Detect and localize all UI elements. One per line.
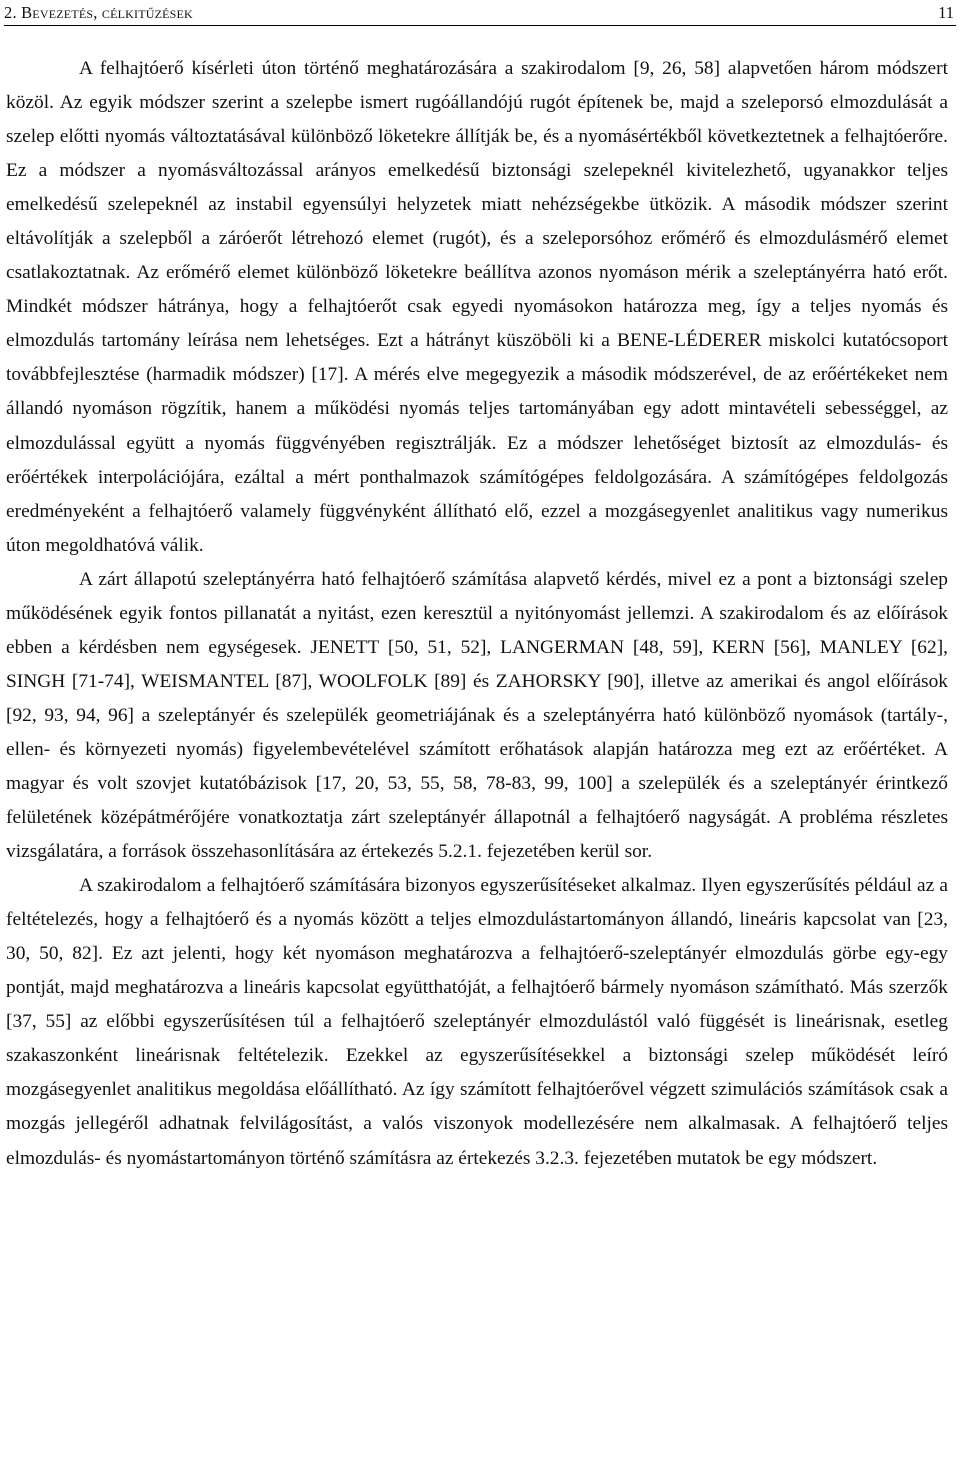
paragraph: A szakirodalom a felhajtóerő számítására bizonyos egyszerűsítéseket alkalmaz. Ilyen egyszerűsítés például az a feltételezés, hogy a felhajtóerő és a nyomás között a teljes elmozdulástartományon állandó, lineáris kapcsolat van [23, 30, 50, 82]. Ez azt jelenti, hogy két nyomáson meghatározva a felhajtóerő-szeleptányér elmozdulás görbe egy-egy pontját, majd meghatározva a lineáris kapcsolat együtthatóját, a felhajtóerő bármely nyomáson számítható. Más szerzők [37, 55] az előbbi egyszerűsítésen túl a felhajtóerő szeleptányér elmozdulástól való függését is lineárisnak, esetleg szakaszonként lineárisnak feltételezik. Ezekkel az egyszerűsítésekkel a biztonsági szelep működését leíró mozgásegyenlet analitikus megoldása előállítható. Az így számított felhajtóerővel végzett szimulációs számítások csak a mozgás jellegéről adhatnak felvilágosítást, a valós viszonyok modellezésére nem alkalmasak. A felhajtóerő teljes elmozdulás- és nyomástartományon történő számításra az értekezés 3.2.3. fejezetében mutatok be egy módszert. [6,875,948,1169]
running-title: 2. Bevezetés, célkitűzések [4,3,193,22]
paragraph: A felhajtóerő kísérleti úton történő meghatározására a szakirodalom [9, 26, 58] alapvetően három módszert közöl. Az egyik módszer szerint a szelepbe ismert rugóállandójú rugót építenek be, majd a szeleporsó elmozdulását a szelep előtti nyomás változtatásával különböző löketekre állítják be, és a nyomásértékből következtetnek a felhajtóerőre. Ez a módszer a nyomásváltozással arányos emelkedésű biztonsági szelepeknél kivitelezhető, ugyanakkor teljes emelkedésű szelepeknél az instabil egyensúlyi helyzetek miatt nehézségekbe ütközik. A második módszer szerint eltávolítják a szelepből a záróerőt létrehozó elemet (rugót), és a szeleporsóhoz erőmérő és elmozdulásmérő elemet csatlakoztatnak. Az erőmérő elemet különböző löketekre beállítva azonos nyomáson mérik a szeleptányérra ható erőt. Mindkét módszer hátránya, hogy a felhajtóerőt csak egyedi nyomásokon határozza meg, így a teljes nyomás és elmozdulás tartomány leírása nem lehetséges. Ezt a hátrányt küszöböli ki a BENE-LÉDERER miskolci kutatócsoport továbbfejlesztése (harmadik módszer) [17]. A mérés elve megegyezik a második módszerével, de az erőértékeket nem állandó nyomáson rögzítik, hanem a működési nyomás teljes tartományában egy adott mintavételi sebességgel, az elmozdulással együtt a nyomás függvényében regisztrálják. Ez a módszer lehetőséget biztosít az elmozdulás- és erőértékek interpolációjára, ezáltal a mért ponthalmazok számítógépes feldolgozására. A számítógépes feldolgozás eredményeként a felhajtóerő valamely függvényként állítható elő, ezzel a mozgásegyenlet analitikus vagy numerikus úton megoldhatóvá válik. [6,58,948,556]
page-number: 11 [938,3,954,22]
body-text [6,52,948,1176]
page-header [4,0,956,26]
paragraph: A zárt állapotú szeleptányérra ható felhajtóerő számítása alapvető kérdés, mivel ez a pont a biztonsági szelep működésének egyik fontos pillanatát a nyitást, ezen keresztül a nyitónyomást jellemzi. A szakirodalom és az előírások ebben a kérdésben nem egységesek. JENETT [50, 51, 52], LANGERMAN [48, 59], KERN [56], MANLEY [62], SINGH [71-74], WEISMANTEL [87], WOOLFOLK [89] és ZAHORSKY [90], illetve az amerikai és angol előírások [92, 93, 94, 96] a szeleptányér és szelepülék geometriájának és a szeleptányérra ható különböző nyomások (tartály-, ellen- és környezeti nyomás) figyelembevételével számított erőhatások alapján határozza meg ezt az erőértéket. A magyar és volt szovjet kutatóbázisok [17, 20, 53, 55, 58, 78-83, 99, 100] a szelepülék és a szeleptányér érintkező felületének középátmérőjére vonatkoztatja zárt szeleptányér állapotnál a felhajtóerő nagyságát. A probléma részletes vizsgálatára, a források összehasonlítására az értekezés 5.2.1. fejezetében kerül sor. [6,568,948,863]
